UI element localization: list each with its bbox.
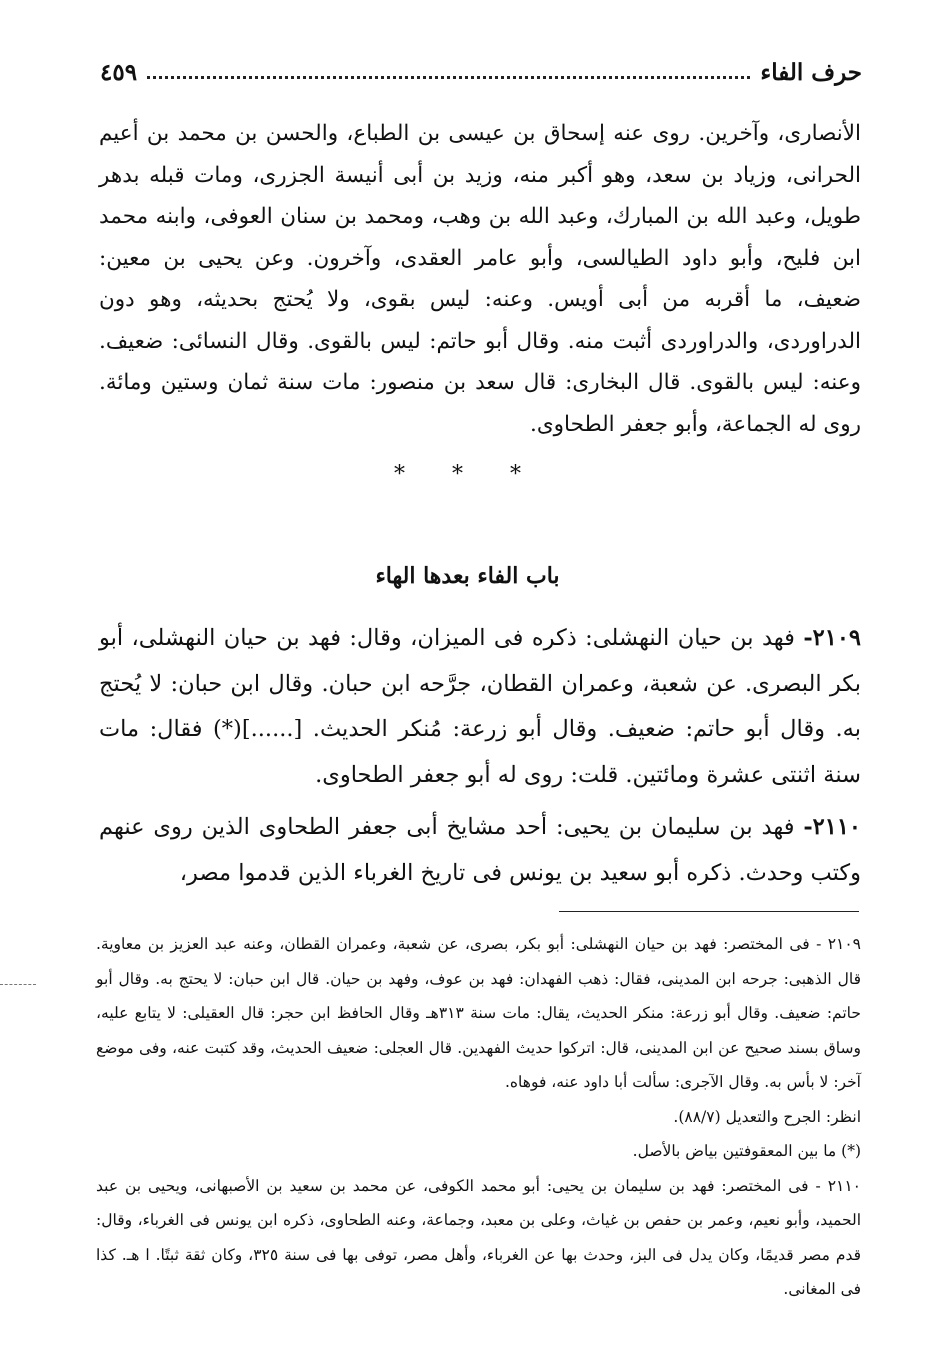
footnotes <box>96 927 861 1307</box>
footnote-reference: انظر: الجرح والتعديل (٨٨/٧). <box>673 1107 861 1126</box>
entry-2110 <box>99 805 861 896</box>
entry-number: ٢١١٠- <box>803 814 862 840</box>
footnote-2110: ٢١١٠ - فى المختصر: فهد بن سليمان بن يحيى: أبو محمد الكوفى، عن محمد بن سعيد بن الأصبهانى، ويحيى بن عبد الحميد، وأبو نعيم، وعمر بن حفص بن غياث، وعلى بن معبد، وجماعة، وعنه الطحاوى، ذكره ابن يونس فى الغرباء، وقال: قدم مصر قديمًا، وكان يدل فى البز، وحدث بها عن الغرباء، وأهل مصر، توفى بها فى سنة ٣٢٥، وكان ثقة ثبتًا. ا هـ. كذا فى المغانى. <box>96 1176 861 1298</box>
entry-text: فهد بن سليمان بن يحيى: أحد مشايخ أبى جعفر الطحاوى الذين روى عنهم وكتب وحدث. ذكره أبو سعيد بن يونس فى تاريخ الغرباء الذين قدموا مصر، <box>99 814 861 886</box>
header-leader-dots <box>147 76 750 79</box>
entry-text: فهد بن حيان النهشلى: ذكره فى الميزان، وقال: فهد بن حيان النهشلى، أبو بكر البصرى. عن شعبة، وعمران القطان، جرَّحه ابن حبان. وقال ابن حبان: لا يُحتج به. وقال أبو حاتم: ضعيف. وقال أبو زرعة: مُنكر الحديث. [......](*) فقال: مات سنة اثنتى عشرة ومائتين. قلت: روى له أبو جعفر الطحاوى. <box>99 625 861 788</box>
entry-2109 <box>99 616 861 798</box>
entry-number: ٢١٠٩- <box>803 625 861 651</box>
section-separator: * * * <box>394 462 541 487</box>
page-number: ٤٥٩ <box>100 58 138 86</box>
margin-mark <box>0 984 36 985</box>
header-title: حرف الفاء <box>760 58 862 86</box>
running-header <box>100 52 862 92</box>
footnote-2109: ٢١٠٩ - فى المختصر: فهد بن حيان النهشلى: أبو بكر، بصرى، عن شعبة، وعمران القطان، وعنه عبد العزيز بن معاوية. قال الذهبى: جرحه ابن المدينى، فقال: ذهب الفهدان: فهد بن عوف، وفهد بن حيان. قال ابن حبان: لا يحتج به. وقال أبو حاتم: ضعيف. وقال أبو زرعة: منكر الحديث، يقال: مات سنة ٣١٣هـ وقال الحافظ ابن حجر: قال العقيلى: لا يتابع عليه، وساق بسند صحيح عن ابن المدينى، قال: اتركوا حديث الفهدين. قال العجلى: ضعيف الحديث، وقد كتبت عنه، وفى موضع آخر: لا بأس به. وقال الآجرى: سألت أبا داود عنه، فوهاه. <box>96 935 861 1091</box>
footnote-rule <box>559 911 859 912</box>
entry-continuation: الأنصارى، وآخرين. روى عنه إسحاق بن عيسى بن الطباع، والحسن بن محمد بن أعيم الحرانى، وزياد بن سعد، وهو أكبر منه، وزيد بن أبى أنيسة الجزرى، ومات قبله بدهر طويل، وعبد الله بن المبارك، وعبد الله بن وهب، ومحمد بن سنان العوفى، وابنه محمد ابن فليح، وأبو داود الطيالسى، وأبو عامر العقدى، وآخرون. وعن يحيى بن معين: ضعيف، ما أقربه من أبى أويس. وعنه: ليس بقوى، ولا يُحتج بحديثه، وهو دون الدراوردى، والدراوردى أثبت منه. وقال أبو حاتم: ليس بالقوى. وقال النسائى: ضعيف. وعنه: ليس بالقوى. قال البخارى: قال سعد بن منصور: مات سنة ثمان وستين ومائة. روى له الجماعة، وأبو جعفر الطحاوى. <box>99 121 861 437</box>
section-title: باب الفاء بعدها الهاء <box>375 563 560 589</box>
footnote-asterisk: (*) ما بين المعقوفتين بياض بالأصل. <box>632 1142 861 1160</box>
